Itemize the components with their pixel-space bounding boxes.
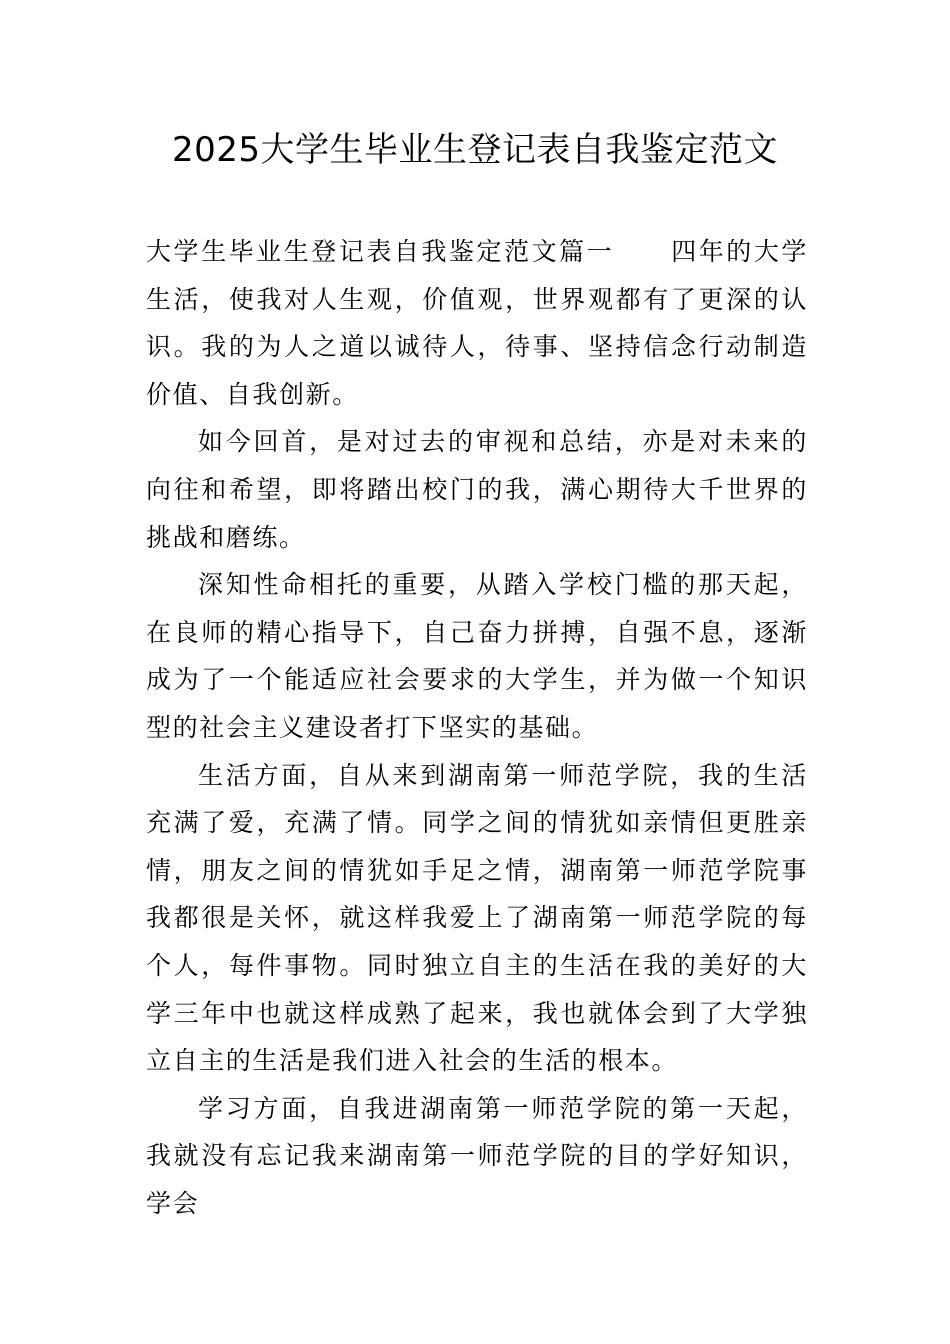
paragraph-1-text: 四年的大学生活，使我对人生观，价值观，世界观都有了更深的认识。我的为人之道以诚待人，待事、坚持信念行动制造价值、自我创新。 [146,237,808,409]
paragraph-2: 如今回首，是对过去的审视和总结，亦是对未来的向往和希望，即将踏出校门的我，满心期待大千世界的挑战和磨练。 [146,427,808,552]
document-body [146,228,808,1227]
paragraph-4: 生活方面，自从来到湖南第一师范学院，我的生活充满了爱，充满了情。同学之间的情犹如亲情但更胜亲情，朋友之间的情犹如手足之情，湖南第一师范学院事我都很是关怀，就这样我爱上了湖南第一师范学院的每个人，每件事物。同时独立自主的生活在我的美好的大学三年中也就这样成熟了起来，我也就体会到了大学独立自主的生活是我们进入社会的生活的根本。 [146,760,808,1076]
paragraph-5: 学习方面，自我进湖南第一师范学院的第一天起，我就没有忘记我来湖南第一师范学院的目的学好知识，学会 [146,1093,808,1218]
document-title: 2025大学生毕业生登记表自我鉴定范文 [171,130,779,170]
section-heading: 大学生毕业生登记表自我鉴定范文篇一 [146,237,615,266]
paragraph-1 [146,228,808,418]
paragraph-3: 深知性命相托的重要，从踏入学校门槛的那天起，在良师的精心指导下，自己奋力拼搏，自强不息，逐渐成为了一个能适应社会要求的大学生，并为做一个知识型的社会主义建设者打下坚实的基础。 [146,570,808,742]
